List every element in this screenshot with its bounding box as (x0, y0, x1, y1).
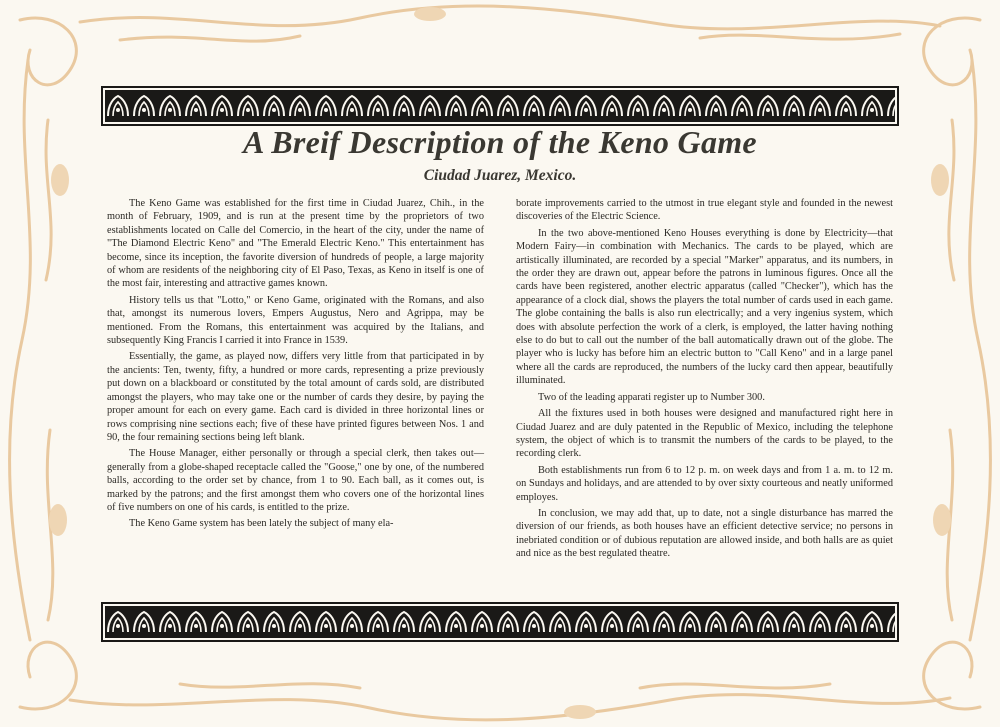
paragraph: The Keno Game system has been lately the subject of many ela- (129, 518, 394, 530)
paragraph-continued: borate improvements carried to the utmost in true elegant style and founded in the newest discoveries of the Electric Science. (516, 198, 893, 223)
page-subtitle: Ciudad Juarez, Mexico. (423, 167, 577, 184)
paragraph: In the two above-mentioned Keno Houses everything is done by Electricity—that Modern Fairy—in combination with Mechanics. The cards to be played, which are artistically illuminated, are recorded by a special "Marker" apparatus, and its numbers, in the order they are drawn out, appear before the patrons in luminous figures. Once all the cards have been registered, another electric apparatus (called "Checker"), which has the appearance of a clock dial, shows the players the total number of cards used in each game. The globe containing the balls is also run electrically; and a very ingenius system, which does with absolute perfection the work of a clerk, is employed, the latter having nothing else to do but to call out the number of the ball automatically drawn out of the globe. The player who is lucky has before him an electric button to "Call Keno" and in a large panel where all the cards are reproduced, the numbers of the lucky card then appear, beautifully illuminated. (516, 227, 893, 387)
text-column-right (516, 197, 893, 564)
paragraph: All the fixtures used in both houses were designed and manufactured right here in Ciudad Juarez and are duly patented in the Republic of Mexico, including the telephone system, the object of which is to transmit the numbers of the cards to be played, to the recording clerk. (516, 408, 893, 460)
paragraph: The Keno Game was established for the first time in Ciudad Juarez, Chih., in the month of February, 1909, and is run at the present time by the proprietors of two establishments located on Calle del Comercio, in the heart of the city, under the name of "The Diamond Electric Keno" and "The Emerald Electric Keno." This entertainment has become, since its inception, the favorite diversion of hundreds of people, a large majority of whom are residents of the neighboring city of El Paso, Texas, as Keno in itself is one of the most fair, interesting and attractive games known. (107, 198, 484, 290)
paragraph: Two of the leading apparati register up to Number 300. (538, 391, 765, 403)
paragraph: The House Manager, either personally or through a special clerk, then takes out—generally from a globe-shaped receptacle called the "Goose," one by one, of the numbered balls, according to the order set by chance, from 1 to 90. Each ball, as it comes out, is marked by the patrons; and the first amongst them who covers one of the horizontal lines of five numbers on one of his cards, is entitled to the prize. (107, 448, 484, 513)
text-column-left (107, 197, 484, 534)
page-title: A Breif Description of the Keno Game (243, 124, 757, 160)
bottom-ornament-band (105, 606, 895, 638)
paragraph: In conclusion, we may add that, up to date, not a single disturbance has marred the diversion of our friends, as both houses have an efficient detective service; no persons in inebriated condition or of dubious reputation are allowed inside, and both halls are as quiet and nice as the best regulated theatre. (516, 507, 893, 560)
paragraph: History tells us that "Lotto," or Keno Game, originated with the Romans, and also that, amongst its numerous lovers, Empers Augustus, Nero and Agrippa, may be mentioned. From the Romans, this entertainment was acquired by the Italians, and subsequently King Francis I carried it into France in 1539. (107, 294, 484, 347)
paragraph: Both establishments run from 6 to 12 p. m. on week days and from 1 a. m. to 12 m. on Sundays and holidays, and are attended to by over sixty courteous and neatly uniformed employes. (516, 464, 893, 503)
top-ornament-band (105, 90, 895, 122)
paragraph: Essentially, the game, as played now, differs very little from that participated in by the ancients: Ten, twenty, fifty, a hundred or more cards, representing a prize previously put down on a blackboard or constituted by the total amount of cards sold, are distributed amongst the players, who may take one or the number of cards they desire, by paying the proper amount for each on every game. Each card is divided in three horizontal lines or rows comprising nine sections each; five of these have printed figures between Nos. 1 and 90, the four remaining sections being left blank. (107, 351, 484, 443)
